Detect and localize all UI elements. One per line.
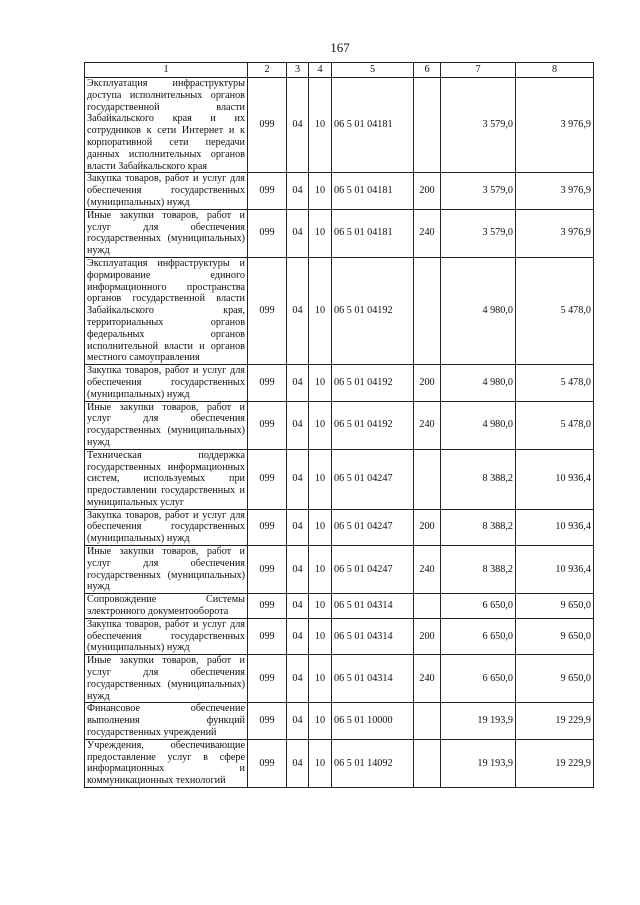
amount-year-1: 19 193,9 — [441, 739, 516, 787]
subsection-code: 10 — [309, 739, 332, 787]
ministry-code: 099 — [248, 257, 287, 364]
ministry-code: 099 — [248, 546, 287, 594]
target-article-code: 06 5 01 04181 — [332, 78, 414, 173]
target-article-code: 06 5 01 04247 — [332, 449, 414, 509]
expense-type-code: 240 — [414, 401, 441, 449]
amount-year-2: 3 976,9 — [516, 78, 594, 173]
column-header-2: 2 — [248, 63, 287, 78]
target-article-code: 06 5 01 04314 — [332, 594, 414, 619]
target-article-code: 06 5 01 04247 — [332, 546, 414, 594]
amount-year-1: 6 650,0 — [441, 594, 516, 619]
section-code: 04 — [287, 449, 309, 509]
amount-year-2: 19 229,9 — [516, 739, 594, 787]
amount-year-1: 4 980,0 — [441, 365, 516, 401]
subsection-code: 10 — [309, 703, 332, 739]
amount-year-2: 3 976,9 — [516, 173, 594, 209]
column-header-5: 5 — [332, 63, 414, 78]
amount-year-1: 3 579,0 — [441, 209, 516, 257]
row-description: Учреждения, обеспечивающие предоставление услуг в сфере информационных и коммуникационных технологий — [85, 739, 248, 787]
table-row — [85, 594, 594, 619]
subsection-code: 10 — [309, 401, 332, 449]
section-code: 04 — [287, 365, 309, 401]
table-row — [85, 173, 594, 209]
subsection-code: 10 — [309, 618, 332, 654]
target-article-code: 06 5 01 04181 — [332, 209, 414, 257]
ministry-code: 099 — [248, 209, 287, 257]
ministry-code: 099 — [248, 618, 287, 654]
amount-year-1: 4 980,0 — [441, 401, 516, 449]
ministry-code: 099 — [248, 449, 287, 509]
amount-year-1: 19 193,9 — [441, 703, 516, 739]
expense-type-code: 200 — [414, 618, 441, 654]
amount-year-2: 5 478,0 — [516, 365, 594, 401]
table-row — [85, 78, 594, 173]
table-row — [85, 546, 594, 594]
section-code: 04 — [287, 594, 309, 619]
target-article-code: 06 5 01 04247 — [332, 509, 414, 545]
row-description: Закупка товаров, работ и услуг для обеспечения государственных (муниципальных) нужд — [85, 618, 248, 654]
section-code: 04 — [287, 401, 309, 449]
amount-year-2: 9 650,0 — [516, 594, 594, 619]
section-code: 04 — [287, 655, 309, 703]
subsection-code: 10 — [309, 78, 332, 173]
page-number: 167 — [330, 40, 350, 55]
amount-year-2: 9 650,0 — [516, 655, 594, 703]
target-article-code: 06 5 01 04314 — [332, 655, 414, 703]
row-description: Иные закупки товаров, работ и услуг для обеспечения государственных (муниципальных) нужд — [85, 209, 248, 257]
subsection-code: 10 — [309, 209, 332, 257]
table-row — [85, 257, 594, 364]
table-row — [85, 703, 594, 739]
amount-year-1: 6 650,0 — [441, 618, 516, 654]
expense-type-code — [414, 739, 441, 787]
ministry-code: 099 — [248, 739, 287, 787]
expense-type-code: 240 — [414, 655, 441, 703]
row-description: Финансовое обеспечение выполнения функций государственных учреждений — [85, 703, 248, 739]
column-header-3: 3 — [287, 63, 309, 78]
amount-year-1: 3 579,0 — [441, 173, 516, 209]
ministry-code: 099 — [248, 78, 287, 173]
subsection-code: 10 — [309, 509, 332, 545]
amount-year-2: 10 936,4 — [516, 509, 594, 545]
amount-year-2: 10 936,4 — [516, 449, 594, 509]
subsection-code: 10 — [309, 449, 332, 509]
amount-year-1: 3 579,0 — [441, 78, 516, 173]
amount-year-1: 4 980,0 — [441, 257, 516, 364]
column-header-4: 4 — [309, 63, 332, 78]
section-code: 04 — [287, 257, 309, 364]
expense-type-code — [414, 449, 441, 509]
row-description: Иные закупки товаров, работ и услуг для обеспечения государственных (муниципальных) нужд — [85, 546, 248, 594]
table-row — [85, 618, 594, 654]
ministry-code: 099 — [248, 401, 287, 449]
expense-type-code: 200 — [414, 365, 441, 401]
table-row — [85, 209, 594, 257]
section-code: 04 — [287, 173, 309, 209]
amount-year-2: 3 976,9 — [516, 209, 594, 257]
amount-year-1: 8 388,2 — [441, 509, 516, 545]
target-article-code: 06 5 01 14092 — [332, 739, 414, 787]
ministry-code: 099 — [248, 173, 287, 209]
ministry-code: 099 — [248, 655, 287, 703]
subsection-code: 10 — [309, 257, 332, 364]
column-header-8: 8 — [516, 63, 594, 78]
subsection-code: 10 — [309, 173, 332, 209]
target-article-code: 06 5 01 04314 — [332, 618, 414, 654]
target-article-code: 06 5 01 04192 — [332, 365, 414, 401]
section-code: 04 — [287, 509, 309, 545]
subsection-code: 10 — [309, 365, 332, 401]
target-article-code: 06 5 01 04192 — [332, 257, 414, 364]
target-article-code: 06 5 01 10000 — [332, 703, 414, 739]
table-row — [85, 365, 594, 401]
amount-year-2: 9 650,0 — [516, 618, 594, 654]
row-description: Иные закупки товаров, работ и услуг для обеспечения государственных (муниципальных) нужд — [85, 655, 248, 703]
row-description: Закупка товаров, работ и услуг для обеспечения государственных (муниципальных) нужд — [85, 509, 248, 545]
column-header-1: 1 — [85, 63, 248, 78]
expense-type-code: 240 — [414, 209, 441, 257]
amount-year-2: 5 478,0 — [516, 401, 594, 449]
target-article-code: 06 5 01 04181 — [332, 173, 414, 209]
target-article-code: 06 5 01 04192 — [332, 401, 414, 449]
amount-year-2: 19 229,9 — [516, 703, 594, 739]
table-row — [85, 401, 594, 449]
ministry-code: 099 — [248, 703, 287, 739]
subsection-code: 10 — [309, 655, 332, 703]
subsection-code: 10 — [309, 594, 332, 619]
table-row — [85, 449, 594, 509]
amount-year-2: 5 478,0 — [516, 257, 594, 364]
row-description: Закупка товаров, работ и услуг для обеспечения государственных (муниципальных) нужд — [85, 173, 248, 209]
section-code: 04 — [287, 209, 309, 257]
expense-type-code: 200 — [414, 173, 441, 209]
expense-type-code: 200 — [414, 509, 441, 545]
section-code: 04 — [287, 739, 309, 787]
subsection-code: 10 — [309, 546, 332, 594]
table-row — [85, 739, 594, 787]
row-description: Эксплуатация инфраструктуры и формирование единого информационного пространства органов государственной власти Забайкальского края, территориальных органов федеральных органов исполнительной власти и органов местного самоуправления — [85, 257, 248, 364]
amount-year-1: 8 388,2 — [441, 546, 516, 594]
amount-year-1: 6 650,0 — [441, 655, 516, 703]
column-header-6: 6 — [414, 63, 441, 78]
section-code: 04 — [287, 618, 309, 654]
budget-table — [84, 62, 594, 788]
amount-year-2: 10 936,4 — [516, 546, 594, 594]
row-description: Иные закупки товаров, работ и услуг для обеспечения государственных (муниципальных) нужд — [85, 401, 248, 449]
row-description: Техническая поддержка государственных информационных систем, используемых при предоставлении государственных и муниципальных услуг — [85, 449, 248, 509]
ministry-code: 099 — [248, 594, 287, 619]
header-row — [85, 63, 594, 78]
expense-type-code — [414, 594, 441, 619]
section-code: 04 — [287, 78, 309, 173]
amount-year-1: 8 388,2 — [441, 449, 516, 509]
section-code: 04 — [287, 546, 309, 594]
expense-type-code — [414, 257, 441, 364]
section-code: 04 — [287, 703, 309, 739]
table-body — [85, 78, 594, 788]
table-row — [85, 509, 594, 545]
ministry-code: 099 — [248, 365, 287, 401]
row-description: Сопровождение Системы электронного документооборота — [85, 594, 248, 619]
ministry-code: 099 — [248, 509, 287, 545]
expense-type-code: 240 — [414, 546, 441, 594]
expense-type-code — [414, 703, 441, 739]
table-row — [85, 655, 594, 703]
expense-type-code — [414, 78, 441, 173]
column-header-7: 7 — [441, 63, 516, 78]
row-description: Закупка товаров, работ и услуг для обеспечения государственных (муниципальных) нужд — [85, 365, 248, 401]
row-description: Эксплуатация инфраструктуры доступа исполнительных органов государственной власти Забайкальского края и их сотрудников к сети Интернет и к корпоративной сети передачи данных исполнительных органов власти Забайкальского края — [85, 78, 248, 173]
